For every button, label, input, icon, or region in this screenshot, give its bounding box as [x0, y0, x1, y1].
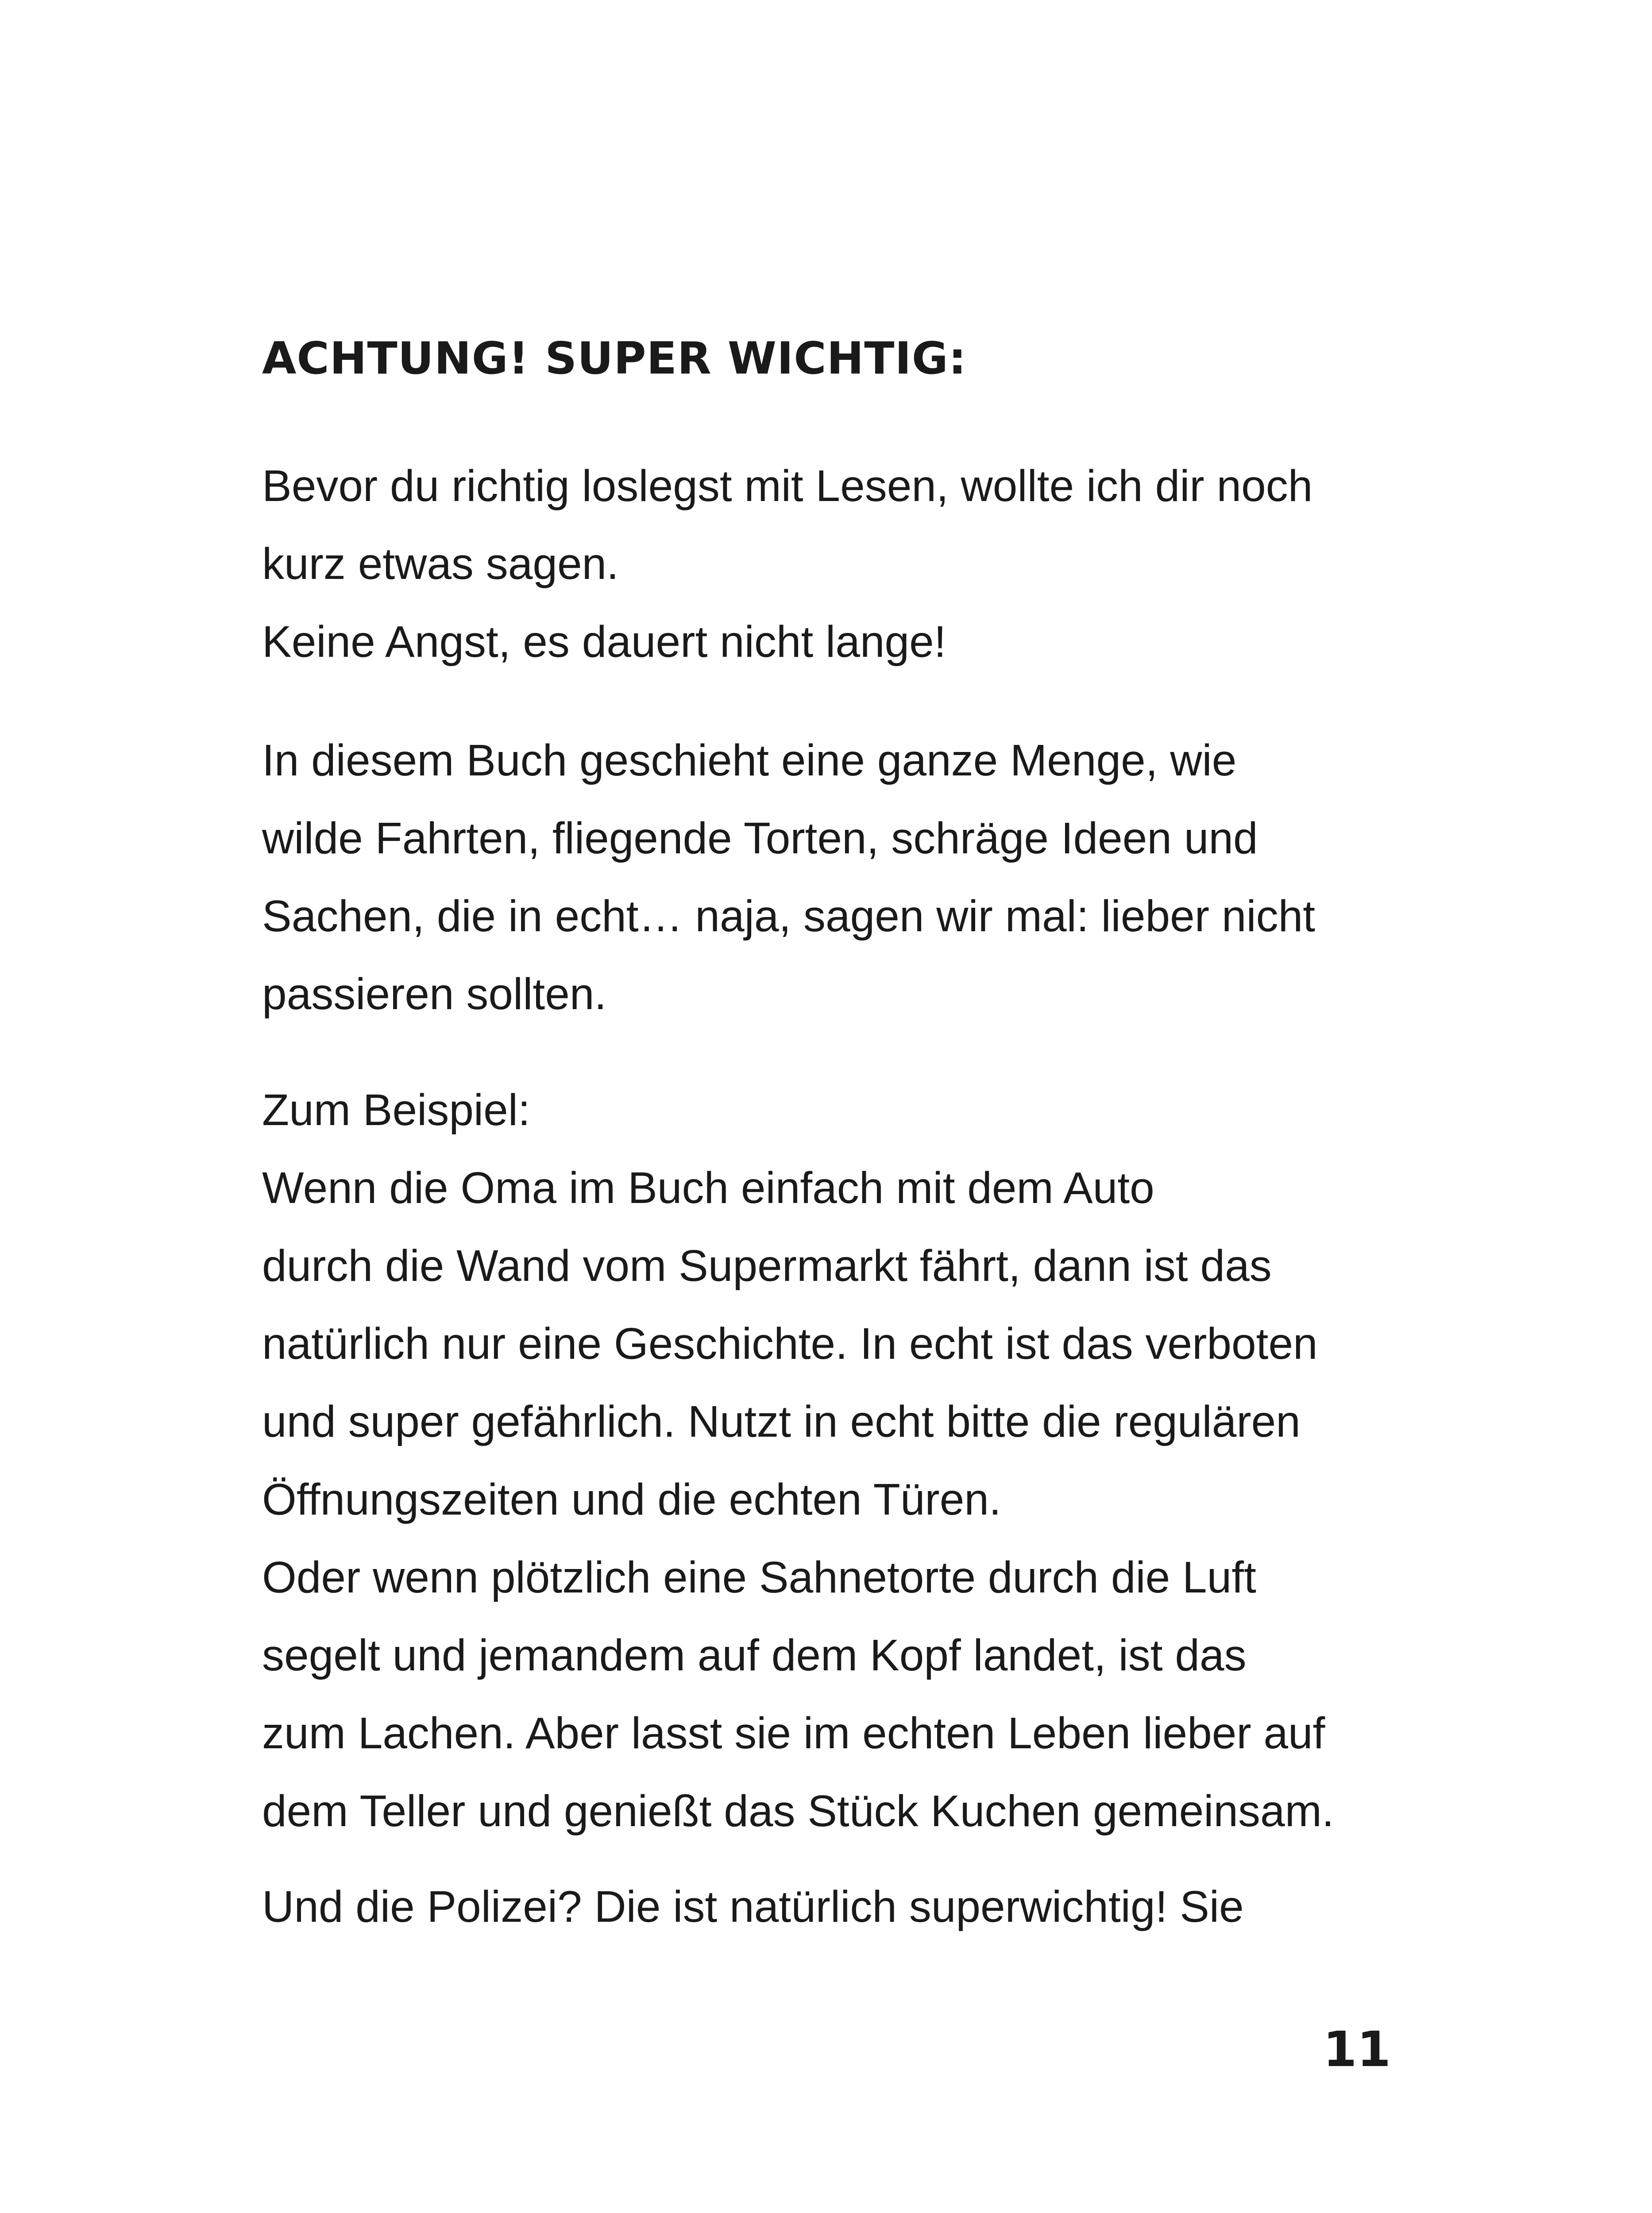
paragraph-examples — [262, 1071, 1334, 1850]
text-line: und super gefährlich. Nutzt in echt bitte die regulären — [262, 1397, 1301, 1446]
text-line: In diesem Buch geschieht eine ganze Menge, wie — [262, 736, 1237, 785]
text-line: Wenn die Oma im Buch einfach mit dem Auto — [262, 1163, 1154, 1213]
paragraph-intro — [262, 447, 1312, 681]
paragraph-book-content — [262, 721, 1315, 1033]
text-line: zum Lachen. Aber lasst sie im echten Leben lieber auf — [262, 1708, 1325, 1758]
text-line: Und die Polizei? Die ist natürlich superwichtig! Sie — [262, 1882, 1244, 1932]
paragraph-police — [262, 1868, 1244, 1946]
text-line: durch die Wand vom Supermarkt fährt, dann ist das — [262, 1241, 1272, 1291]
page-number: 11 — [1323, 2021, 1391, 2078]
text-line: passieren sollten. — [262, 969, 607, 1019]
text-line: Bevor du richtig loslegst mit Lesen, wollte ich dir noch — [262, 461, 1313, 511]
text-line: Öffnungszeiten und die echten Türen. — [262, 1475, 1001, 1524]
text-line: wilde Fahrten, fliegende Torten, schräge Ideen und — [262, 813, 1258, 863]
text-line: Zum Beispiel: — [262, 1085, 530, 1135]
text-line: kurz etwas sagen. — [262, 539, 619, 589]
page-heading: ACHTUNG! SUPER WICHTIG: — [262, 332, 967, 384]
text-line: segelt und jemandem auf dem Kopf landet, ist das — [262, 1631, 1247, 1680]
text-line: Sachen, die in echt… naja, sagen wir mal: lieber nicht — [262, 891, 1316, 941]
text-line: Oder wenn plötzlich eine Sahnetorte durch die Luft — [262, 1553, 1256, 1602]
text-line: dem Teller und genießt das Stück Kuchen gemeinsam. — [262, 1786, 1334, 1836]
text-line: Keine Angst, es dauert nicht lange! — [262, 617, 946, 667]
text-line: natürlich nur eine Geschichte. In echt ist das verboten — [262, 1319, 1318, 1369]
